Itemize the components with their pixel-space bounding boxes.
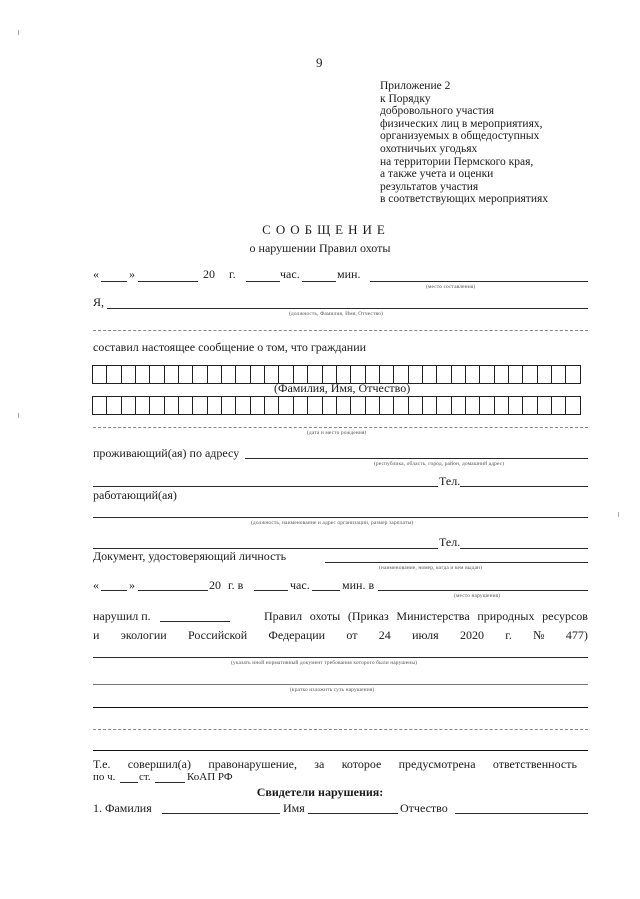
year-prefix: 20 (203, 267, 215, 281)
violation-essence-line-2[interactable] (93, 707, 588, 708)
work-tel-label: Тел. (439, 535, 461, 549)
char-box[interactable] (409, 397, 423, 414)
char-box[interactable] (380, 397, 394, 414)
char-box[interactable] (495, 397, 509, 414)
residence-field[interactable] (245, 458, 588, 459)
date-close-quote: » (129, 267, 135, 281)
char-box[interactable] (509, 397, 523, 414)
violation-essence-field[interactable] (93, 684, 588, 685)
char-box[interactable] (107, 366, 121, 383)
char-box[interactable] (437, 397, 451, 414)
char-box[interactable] (251, 397, 265, 414)
word: природных (477, 609, 535, 623)
word: экологии (120, 628, 167, 642)
char-box[interactable] (150, 366, 164, 383)
char-box[interactable] (538, 366, 552, 383)
char-box[interactable] (337, 397, 351, 414)
fio-grid-2[interactable] (92, 396, 581, 415)
char-box[interactable] (480, 397, 494, 414)
scan-mark (618, 512, 619, 517)
witness-1-patronymic-field[interactable] (455, 813, 588, 814)
word: Федерации (268, 628, 326, 642)
word: правонарушение, (208, 757, 297, 771)
appendix-line: результатов участия (380, 180, 479, 193)
char-box[interactable] (150, 397, 164, 414)
char-box[interactable] (122, 397, 136, 414)
work-hint: (должность, наименование и адрес организации, размер зарплаты) (251, 520, 414, 526)
char-box[interactable] (452, 366, 466, 383)
char-box[interactable] (423, 366, 437, 383)
word: Министерства (396, 609, 470, 623)
word: от (346, 628, 358, 642)
char-box[interactable] (495, 366, 509, 383)
violation-place-field[interactable] (378, 590, 588, 591)
witness-1-surname-field[interactable] (162, 813, 280, 814)
residence-label: проживающий(ая) по адресу (93, 446, 240, 460)
violation-essence-line-4[interactable] (93, 750, 588, 751)
char-box[interactable] (136, 397, 150, 414)
char-box[interactable] (93, 366, 107, 383)
char-box[interactable] (208, 366, 222, 383)
violation-hours-field[interactable] (254, 590, 288, 591)
char-box[interactable] (251, 366, 265, 383)
char-box[interactable] (423, 397, 437, 414)
char-box[interactable] (193, 366, 207, 383)
koap-label: КоАП РФ (187, 771, 233, 783)
violation-year-suffix: г. в (228, 578, 244, 592)
hours-field[interactable] (246, 281, 280, 282)
violation-month-field[interactable] (138, 590, 208, 591)
word: ресурсов (542, 609, 588, 623)
residence-field-continued[interactable] (93, 486, 438, 487)
place-field[interactable] (370, 281, 588, 282)
word: 24 (378, 628, 391, 642)
char-box[interactable] (552, 366, 566, 383)
compose-text: составил настоящее сообщение о том, что граждании (93, 340, 367, 354)
id-document-hint: (наименование, номер, когда и кем выдан) (379, 565, 483, 571)
officer-field[interactable] (107, 308, 588, 309)
violation-place-hint: (место нарушения) (454, 593, 501, 599)
char-box[interactable] (523, 366, 537, 383)
birth-field[interactable] (93, 427, 588, 428)
month-field[interactable] (138, 281, 198, 282)
appendix-line: охотничьих угодьях (380, 142, 478, 155)
responsibility-line-1 (93, 757, 577, 772)
work-label: работающий(ая) (93, 488, 177, 502)
part-label: по ч. (93, 771, 116, 783)
id-document-field[interactable] (325, 562, 588, 563)
appendix-line: к Порядку (380, 92, 431, 105)
residence-tel-field[interactable] (460, 486, 588, 487)
char-box[interactable] (179, 366, 193, 383)
violation-day-field[interactable] (101, 590, 127, 591)
id-document-label: Документ, удостоверяющий личность (93, 549, 287, 563)
year-suffix: г. (229, 267, 236, 281)
word: ответственность (492, 757, 577, 771)
witness-1-surname-label: 1. Фамилия (93, 801, 152, 815)
other-regulation-hint: (указать иной нормативный документ требования которого были нарушены) (231, 660, 418, 666)
i-label: Я, (93, 295, 105, 309)
appendix-line: в соответствующих мероприятиях (380, 193, 549, 206)
violation-essence-hint: (кратко изложить суть нарушения) (290, 687, 375, 693)
word: за (314, 757, 325, 771)
appendix-line: физических лиц в мероприятиях, (380, 117, 543, 130)
word: г. (505, 628, 512, 642)
day-field[interactable] (101, 281, 127, 282)
word: № (533, 628, 545, 642)
char-box[interactable] (193, 397, 207, 414)
word: Т.е. (93, 757, 111, 771)
violation-year-prefix: 20 (209, 578, 221, 592)
word: которое (341, 757, 382, 771)
word: охоты (309, 609, 341, 623)
violation-essence-line-3[interactable] (93, 729, 588, 730)
char-box[interactable] (107, 397, 121, 414)
scan-mark (18, 413, 19, 418)
word: 477) (565, 628, 588, 642)
document-subtitle: о нарушении Правил охоты (249, 241, 391, 255)
char-box[interactable] (208, 397, 222, 414)
appendix-line: Приложение 2 (380, 80, 451, 92)
char-box[interactable] (466, 366, 480, 383)
word: Российской (187, 628, 248, 642)
hours-label: час. (280, 267, 300, 281)
appendix-line: организуемых в общедоступных (380, 130, 540, 143)
work-tel-field[interactable] (460, 548, 588, 549)
appendix-line: а также учета и оценки (380, 168, 494, 181)
minutes-label: мин. (337, 267, 361, 281)
char-box[interactable] (523, 397, 537, 414)
char-box[interactable] (480, 366, 494, 383)
char-box[interactable] (222, 366, 236, 383)
char-box[interactable] (437, 366, 451, 383)
char-box[interactable] (279, 397, 293, 414)
witness-1-name-label: Имя (283, 801, 305, 815)
violation-minutes-label: мин. в (342, 578, 375, 592)
word: 2020 (459, 628, 484, 642)
appendix-block (380, 80, 548, 206)
other-regulation-field[interactable] (93, 657, 588, 658)
clause-field[interactable] (160, 621, 230, 622)
page-number: 9 (316, 55, 323, 70)
char-box[interactable] (351, 397, 365, 414)
residence-hint: (республика, область, город, район, домашний адрес) (374, 461, 505, 467)
article-label: ст. (139, 771, 151, 783)
place-hint: (место составления) (426, 284, 476, 290)
word: совершил(а) (127, 757, 191, 771)
char-box[interactable] (566, 397, 580, 414)
violation-prefix: нарушил п. (93, 609, 151, 623)
char-box[interactable] (236, 366, 250, 383)
officer-field-continued[interactable] (93, 330, 588, 331)
fio-grid-label: (Фамилия, Имя, Отчество) (274, 381, 411, 395)
char-box[interactable] (179, 397, 193, 414)
char-box[interactable] (366, 397, 380, 414)
word: предусмотрена (398, 757, 476, 771)
word: июля (412, 628, 439, 642)
char-box[interactable] (409, 366, 423, 383)
word: и (93, 628, 100, 642)
char-box[interactable] (122, 366, 136, 383)
char-box[interactable] (552, 397, 566, 414)
char-box[interactable] (93, 397, 107, 414)
char-box[interactable] (394, 397, 408, 414)
date-open-quote: « (93, 267, 99, 281)
word: Правил (264, 609, 303, 623)
char-box[interactable] (452, 397, 466, 414)
violation-line-2 (93, 628, 588, 643)
witness-1-name-field[interactable] (308, 813, 398, 814)
char-box[interactable] (538, 397, 552, 414)
char-box[interactable] (236, 397, 250, 414)
char-box[interactable] (165, 366, 179, 383)
article-field[interactable] (155, 782, 185, 783)
char-box[interactable] (323, 397, 337, 414)
char-box[interactable] (165, 397, 179, 414)
char-box[interactable] (136, 366, 150, 383)
birth-hint: (дата и место рождения) (307, 430, 367, 436)
violation-date-close-quote: » (129, 578, 135, 592)
witnesses-title: Свидетели нарушения: (256, 785, 384, 799)
officer-hint: (должность, Фамилия, Имя, Отчество) (289, 311, 383, 317)
scan-mark (18, 30, 19, 35)
minutes-field[interactable] (302, 281, 336, 282)
witness-1-patronymic-label: Отчество (400, 801, 448, 815)
char-box[interactable] (509, 366, 523, 383)
violation-minutes-field[interactable] (312, 590, 340, 591)
char-box[interactable] (222, 397, 236, 414)
char-box[interactable] (265, 397, 279, 414)
char-box[interactable] (566, 366, 580, 383)
char-box[interactable] (294, 397, 308, 414)
appendix-line: добровольного участия (380, 105, 495, 118)
residence-tel-label: Тел. (439, 474, 461, 488)
work-field[interactable] (93, 517, 588, 518)
part-field[interactable] (120, 782, 138, 783)
char-box[interactable] (308, 397, 322, 414)
char-box[interactable] (466, 397, 480, 414)
appendix-line: на территории Пермского края, (380, 155, 534, 168)
violation-hours-label: час. (290, 578, 310, 592)
document-title: СООБЩЕНИЕ (262, 222, 390, 237)
word: (Приказ (347, 609, 389, 623)
violation-line-1 (264, 609, 588, 624)
violation-date-open-quote: « (93, 578, 99, 592)
